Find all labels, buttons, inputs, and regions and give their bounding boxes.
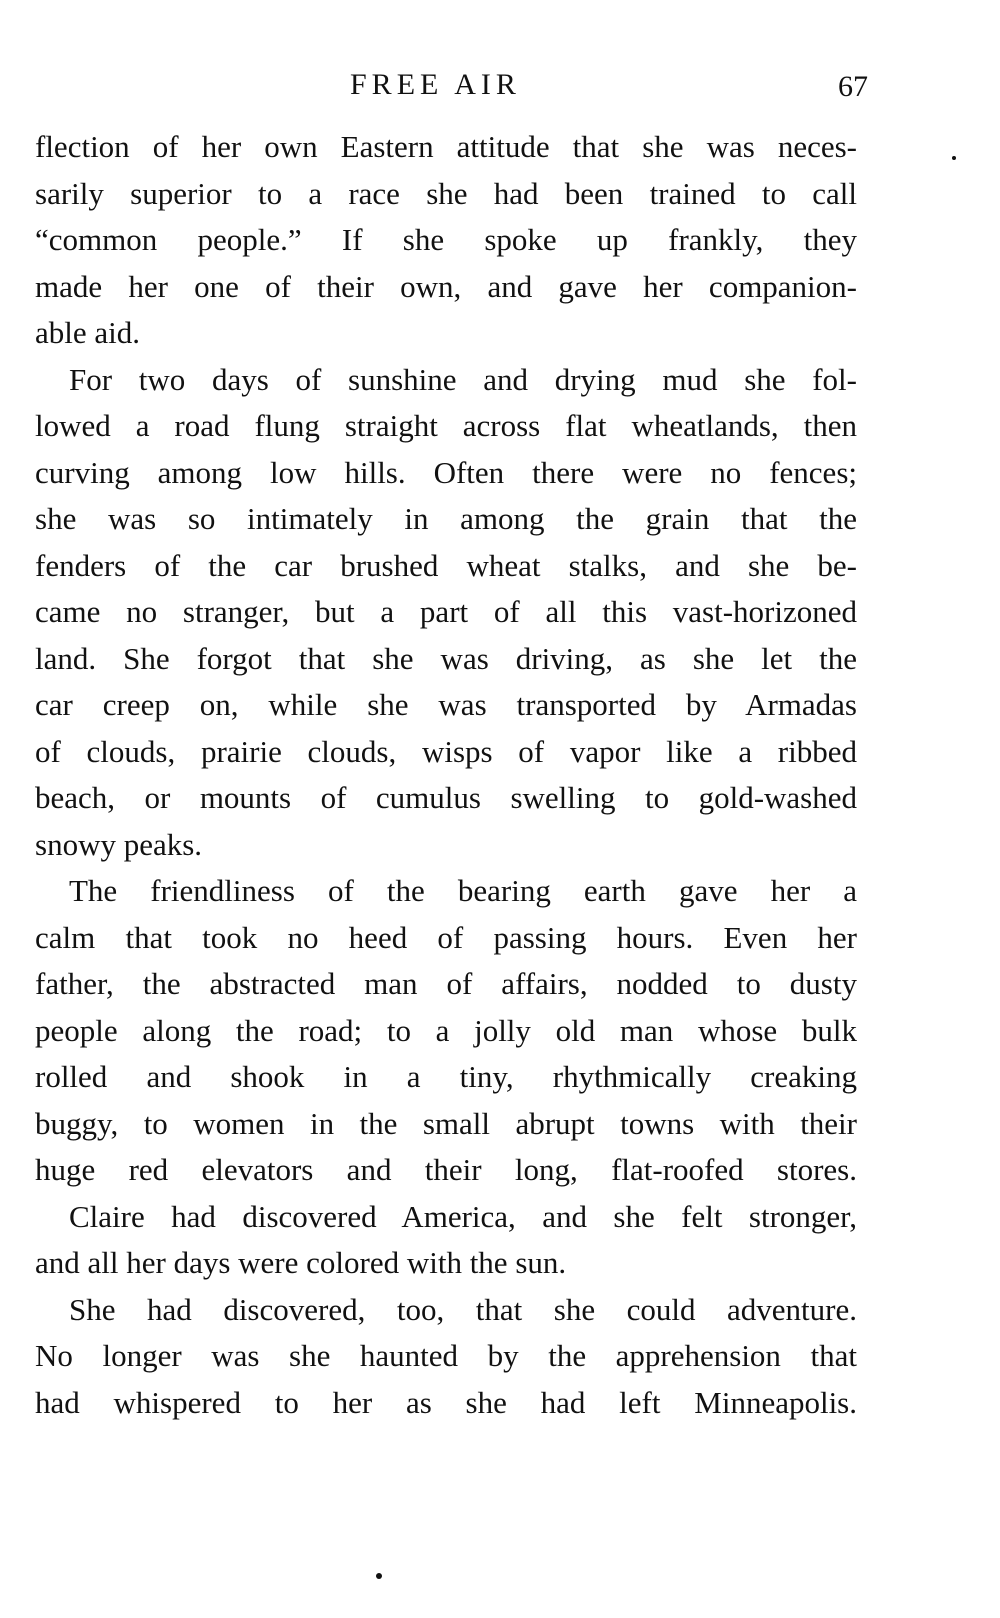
text-line: fenders of the car brushed wheat stalks, and she be- bbox=[35, 547, 857, 583]
text-line: buggy, to women in the small abrupt towns with their bbox=[35, 1105, 857, 1141]
running-title: FREE AIR bbox=[350, 68, 521, 101]
text-line: rolled and shook in a tiny, rhythmically creaking bbox=[35, 1059, 857, 1094]
paragraph-5 bbox=[35, 1287, 857, 1427]
text-line: calm that took no heed of passing hours. Even her bbox=[35, 919, 857, 955]
text-line: lowed a road flung straight across flat wheatlands, then bbox=[35, 408, 857, 443]
text-line: No longer was she haunted by the apprehension that bbox=[35, 1338, 857, 1373]
text-line: father, the abstracted man of affairs, nodded to dusty bbox=[35, 966, 857, 1001]
running-head bbox=[0, 68, 1000, 108]
text-line: had whispered to her as she had left Minneapolis. bbox=[35, 1384, 857, 1420]
text-line: of clouds, prairie clouds, wisps of vapor like a ribbed bbox=[35, 733, 857, 769]
text-line: she was so intimately in among the grain that the bbox=[35, 501, 857, 536]
body-text bbox=[35, 124, 857, 1426]
text-line: “common people.” If she spoke up frankly, they bbox=[35, 222, 857, 257]
ink-speck bbox=[952, 156, 956, 160]
text-line: sarily superior to a race she had been trained to call bbox=[35, 175, 857, 211]
text-line: She had discovered, too, that she could adventure. bbox=[69, 1291, 857, 1327]
ink-dot bbox=[376, 1573, 382, 1579]
page-number: 67 bbox=[838, 70, 868, 103]
text-line: made her one of their own, and gave her companion- bbox=[35, 268, 857, 304]
text-line: came no stranger, but a part of all this vast-horizoned bbox=[35, 594, 857, 629]
text-line: For two days of sunshine and drying mud she fol- bbox=[69, 361, 857, 397]
text-line: people along the road; to a jolly old man whose bulk bbox=[35, 1012, 857, 1048]
text-line: flection of her own Eastern attitude that she was neces- bbox=[35, 129, 857, 164]
paragraph-1 bbox=[35, 124, 857, 357]
paragraph-3 bbox=[35, 868, 857, 1194]
text-line: land. She forgot that she was driving, as she let the bbox=[35, 640, 857, 676]
text-line: huge red elevators and their long, flat-roofed stores. bbox=[35, 1152, 857, 1187]
text-line: and all her days were colored with the sun. bbox=[35, 1245, 567, 1280]
text-line: beach, or mounts of cumulus swelling to gold-washed bbox=[35, 780, 857, 815]
text-line: curving among low hills. Often there were no fences; bbox=[35, 454, 857, 490]
paragraph-4 bbox=[35, 1194, 857, 1287]
text-line: The friendliness of the bearing earth gave her a bbox=[69, 873, 857, 908]
text-line: snowy peaks. bbox=[35, 826, 203, 862]
text-line: able aid. bbox=[35, 315, 141, 350]
text-line: Claire had discovered America, and she felt stronger, bbox=[69, 1198, 857, 1234]
text-line: car creep on, while she was transported by Armadas bbox=[35, 687, 857, 722]
paragraph-2 bbox=[35, 357, 857, 869]
